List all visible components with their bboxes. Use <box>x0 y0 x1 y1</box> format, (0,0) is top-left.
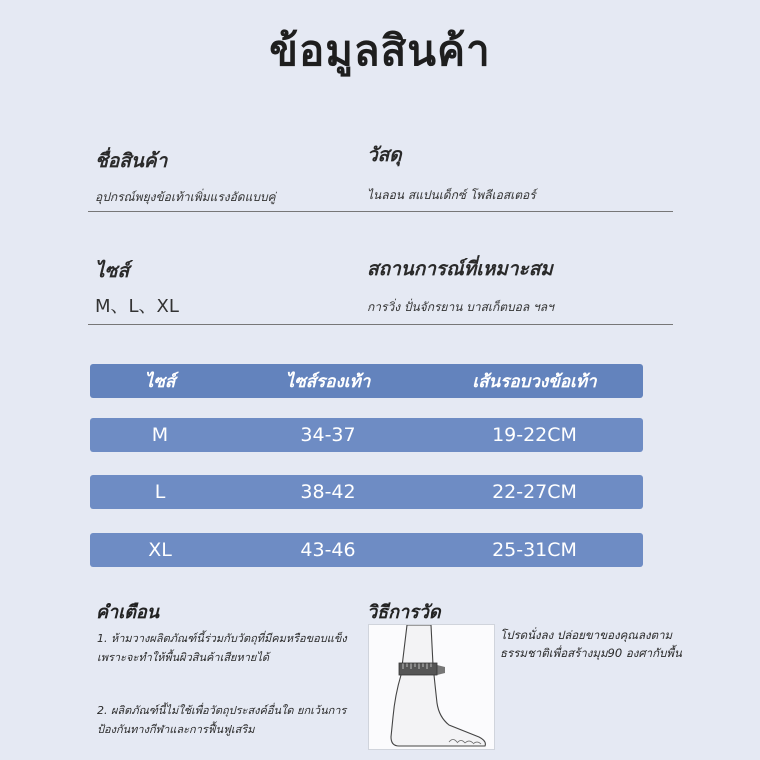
header-size: ไซส์ <box>144 371 176 392</box>
material-label: วัสดุ <box>367 144 402 166</box>
table-row <box>90 475 643 509</box>
size-value: M、L、XL <box>95 296 179 317</box>
header-shoe-size: ไซส์รองเท้า <box>285 371 371 392</box>
table-row <box>90 533 643 567</box>
usage-block <box>367 254 687 317</box>
divider-bottom <box>88 324 673 325</box>
row-shoe-size: 34-37 <box>300 424 356 446</box>
table-row <box>90 418 643 452</box>
measure-instruction: โปรดนั่งลง ปล่อยขาของคุณลงตามธรรมชาติเพื่อสร้างมุม90 องศากับพื้น <box>500 628 682 660</box>
row-ankle-circumference: 25-31CM <box>492 539 577 561</box>
material-value: ไนลอน สแปนเด็กซ์ โพลีเอสเตอร์ <box>367 188 536 202</box>
row-size: M <box>151 424 169 446</box>
row-ankle-circumference: 19-22CM <box>492 424 577 446</box>
usage-value: การวิ่ง ปั่นจักรยาน บาสเก็ตบอล ฯลฯ <box>367 300 554 314</box>
header-ankle-circumference: เส้นรอบวงข้อเท้า <box>472 371 597 392</box>
row-size: XL <box>148 539 172 561</box>
divider-top <box>88 211 673 212</box>
row-size: L <box>154 481 166 503</box>
size-block <box>95 256 355 318</box>
row-shoe-size: 43-46 <box>300 539 356 561</box>
product-name-label: ชื่อสินค้า <box>95 150 168 172</box>
product-name-block <box>95 146 355 207</box>
usage-label: สถานการณ์ที่เหมาะสม <box>367 258 553 280</box>
row-ankle-circumference: 22-27CM <box>492 481 577 503</box>
measure-label: วิธีการวัด <box>367 602 441 623</box>
product-name-value: อุปกรณ์พยุงข้อเท้าเพิ่มแรงอัดแบบคู่ <box>95 190 276 204</box>
page-title: ข้อมูลสินค้า <box>269 26 491 75</box>
ankle-measurement-illustration <box>368 624 495 750</box>
warning-label: คำเตือน <box>96 602 160 623</box>
size-label: ไซส์ <box>95 260 130 282</box>
material-block <box>367 140 667 205</box>
warning-item-1: 1. ห้ามวางผลิตภัณฑ์นี้ร่วมกับวัตถุที่มีคมหรือขอบแข็ง เพราะจะทำให้พื้นผิวสินค้าเสียหายได้ <box>97 632 347 664</box>
row-shoe-size: 38-42 <box>300 481 356 503</box>
size-table-header <box>90 364 643 398</box>
warning-item-2: 2. ผลิตภัณฑ์นี้ไม่ใช้เพื่อวัตถุประสงค์อื่นใด ยกเว้นการป้องกันทางกีฬาและการฟื้นฟูเสริม <box>97 704 347 736</box>
